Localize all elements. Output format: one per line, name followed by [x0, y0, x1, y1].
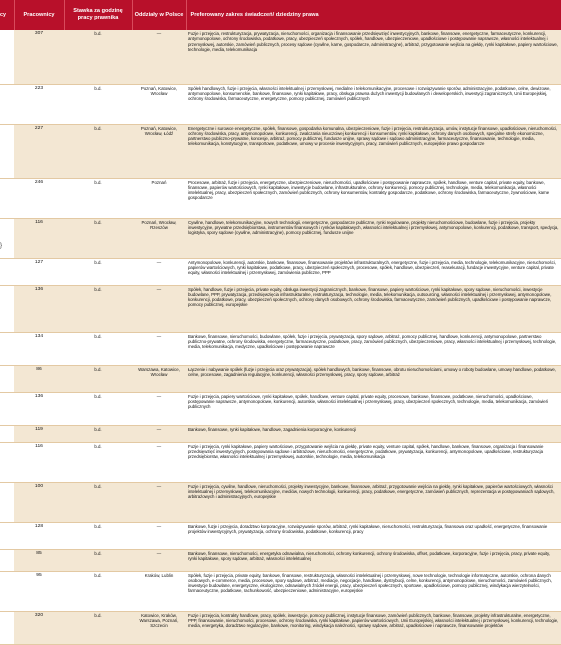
hourly-rate-cell: b.d.	[64, 84, 132, 124]
offices-cell: Kraków, Lublin	[132, 571, 186, 611]
preferences-cell: Bankowe, fuzje i przejęcia, doradztwo korporacyjne, rozwiązywanie sporów, arbitraż, rynki kapitałowe, nieruchomości, restrukturyzacja, finansowa oraz upadłość, energetyczne, finansowanie projektów inwestycyjnych, prywatyzacja, ochrony środowiska, podatkowe, konkurencji, pracy	[186, 522, 561, 549]
hourly-rate-cell: b.d.	[64, 392, 132, 425]
employees-cell: 128	[14, 522, 64, 549]
offices-cell: —	[132, 425, 186, 442]
preferences-cell: Antymonopolowe, konkurencji, autorskie, bankowe, finansowe, finansowanie projektów infrastrukturalnych, energetyczne, fuzje i przejęcia, media, technologie, telekomunikacyjne, nieruchomości, papierów wartościowych, rynki kapitałowe, podatkowe, pracy, ubezpieczeń społecznych, procesowe, spółek, handlowe, ubezpieczeń, reasekuracji, fundacje inwestycyjne, venture capital, private equity, własności intelektualnej i przemysłowej, zamówienia publiczne, PPP	[186, 258, 561, 285]
row-lead-cell	[0, 482, 14, 522]
employees-cell: 320	[14, 611, 64, 644]
table-row	[0, 392, 561, 425]
table-row	[0, 84, 561, 124]
table-row	[0, 124, 561, 178]
header-preferences: Preferowany zakres świadczeń/ dziedziny prawa	[186, 0, 561, 30]
table-row	[0, 332, 561, 365]
employees-cell: 246	[14, 178, 64, 218]
header-offices: Oddziały w Polsce	[132, 0, 186, 30]
offices-cell: Poznań	[132, 178, 186, 218]
row-lead-cell	[0, 522, 14, 549]
row-lead-cell	[0, 611, 14, 644]
employees-cell: 307	[14, 30, 64, 84]
row-lead-cell	[0, 178, 14, 218]
hourly-rate-cell: b.d.	[64, 442, 132, 482]
preferences-cell: Energetyczne i surowce energetyczne, spółek, finansowe, gospodarka komunalna, ubezpieczeniowe, fuzje i przejęcia, restrukturyzacja, umów, instytucje finansowe, upadłościowe, nieruchomości, ochrony środowiska, pracy, antymonopolowe, konkurencji, zwalczania nieuczciwej konkurencji i konsumentów, rynki kapitałowe, ochrony danych osobowych, specjalne strefy ekonomiczne, partnerstwo publiczno-prywatne, koncesje, arbitraż, pomocy publicznej, fundusze unijne, sprawy sądowe i sądowo administracyjne, farmaceutyczne, finansowanie, technologie, media, telekomunikacja, konstytucyjne, transportowe, podatkowe, umowy w procesie inwestycyjnym, pracy, zamówień publicznych, europejskie prawo gospodarcze	[186, 124, 561, 178]
offices-cell: Warszawa, Katowice, Wrocław	[132, 365, 186, 392]
offices-cell: —	[132, 522, 186, 549]
table-row	[0, 258, 561, 285]
table-row	[0, 442, 561, 482]
row-lead-cell	[0, 332, 14, 365]
table-body	[0, 30, 561, 644]
row-lead-cell	[0, 124, 14, 178]
employees-cell: 100	[14, 482, 64, 522]
table-row	[0, 178, 561, 218]
table-row	[0, 365, 561, 392]
row-lead-cell	[0, 392, 14, 425]
preferences-cell: Fuzje i przejęcia, cywilne, handlowe, nieruchomości, projekty inwestycyjne, bankowe, finansowe, arbitraż, przygotowanie wejścia na giełdę, rynki kapitałowe, papierów wartościowych, własności intelektualnej i przemysłowej, telekomunikacyjne, mediów, nowych technologii, konkurencji, pracy, podatkowe, energetyczne, zamówień publicznych, reprezentacja w postępowaniach sądowych, arbitrażowych i administracyjnych, europejskie	[186, 482, 561, 522]
preferences-cell: Bankowe, finansowe, nieruchomości, budowlane, spółek, fuzje i przejęcia, prywatyzacja, spory sądowe, arbitraż, pomocy publicznej, handlowe, konkurencji, antymonopolowe, partnerstwo publiczno-prywatne, ochrony środowiska, energetyczne, farmaceutyczne, podatkowe, pracy, zamówień publicznych, ubezpieczeniowe, pracy, własności intelektualnej i przemysłowej, technologie, media, telekomunikacja, medyczne, upadłościowe i postępowanie naprawcze	[186, 332, 561, 365]
header-lead-cell: cy	[0, 0, 14, 30]
offices-cell: Poznań, Wrocław, Rzeszów	[132, 218, 186, 258]
offices-cell: —	[132, 30, 186, 84]
row-lead-cell	[0, 549, 14, 571]
employees-cell: 227	[14, 124, 64, 178]
hourly-rate-cell: b.d.	[64, 425, 132, 442]
hourly-rate-cell: b.d.	[64, 611, 132, 644]
side-brace-mark: }	[0, 243, 3, 249]
preferences-cell: Łączenie i nabywanie spółek (fuzje i przejęcia oraz prywatyzacja), spółek handlowych, bankowe, finansowe, obrotu nieruchomościami, umowy o roboty budowlane, umowy handlowe, podatkowe, celne, procesowe, zagadnienia regulacyjne, konkurencji, własności przemysłowej, pracy, spory sądowe, arbitraż	[186, 365, 561, 392]
preferences-cell: Bankowe, finansowe, nieruchomości, energetyka odnawialna, nieruchomości, ochrony konkurencji, ochrony środowiska, offset, podatkowe, korporacyjne, fuzje i przejęcia, pracy, private equity, rynki kapitałowe, spory sądowe, arbitraż, własności intelektualnej	[186, 549, 561, 571]
preferences-cell: Bankowe, finansowe, rynki kapitałowe, handlowe, zagadnienia korporacyjne, konkurencji	[186, 425, 561, 442]
table-row	[0, 549, 561, 571]
row-lead-cell	[0, 425, 14, 442]
offices-cell: —	[132, 482, 186, 522]
offices-cell: —	[132, 442, 186, 482]
hourly-rate-cell: b.d.	[64, 30, 132, 84]
employees-cell: 116	[14, 442, 64, 482]
hourly-rate-cell: b.d.	[64, 571, 132, 611]
row-lead-cell	[0, 571, 14, 611]
table-row	[0, 30, 561, 84]
offices-cell: —	[132, 549, 186, 571]
hourly-rate-cell: b.d.	[64, 285, 132, 332]
table-row	[0, 482, 561, 522]
employees-cell: 95	[14, 571, 64, 611]
hourly-rate-cell: b.d.	[64, 258, 132, 285]
table-header	[0, 0, 561, 30]
employees-cell: 136	[14, 285, 64, 332]
offices-cell: —	[132, 285, 186, 332]
preferences-cell: Spółek, fuzje i przejęcia, private equity, bankowe, finansowe, restrukturyzacja, własności intelektualnej i przemysłowej, nowe technologie, technologie informatyczne, autorskie, ochrona danych osobowych, e-commerce, media, procesowe, spory sądowe, arbitraż, mediacje, negocjacje, handlowe, dystrybucji, celne, konkurencji, antymonopolowe, nieruchomości, zamówień publicznych, inwestycje budowlane, energetyczne, ekologiczne, odnawialnych źródeł energii, pracy, ubezpieczeń społecznych, sportowe, upadłościowe, pomocy publicznej, windykacja wierzytelności, farmaceutyczne, podatkowe, rachunkowość, ubezpieczeniowe, administracyjne, europejskie	[186, 571, 561, 611]
hourly-rate-cell: b.d.	[64, 549, 132, 571]
employees-cell: 223	[14, 84, 64, 124]
header-employees: Pracownicy	[14, 0, 64, 30]
hourly-rate-cell: b.d.	[64, 332, 132, 365]
row-lead-cell	[0, 285, 14, 332]
employees-cell: 85	[14, 549, 64, 571]
preferences-cell: Fuzje i przejęcia, rynki kapitałowe, papiery wartościowe, przygotowanie wejścia na giełdę, private equity, venture capital, spółek, handlowe, bankowe, finansowe, organizacja i finansowanie przedsięwzięć inwestycyjnych, postępowania sądowe i arbitrażowe, nieruchomości, energetyczne, podatkowe, prywatyzacja, konkurencji, antymonopolowe, upadłościowe, restrukturyzacja przedsiębiorstw, własności intelektualnej i przemysłowej, autorskie, technologie, media, telekomunikacja	[186, 442, 561, 482]
employees-cell: 86	[14, 365, 64, 392]
hourly-rate-cell: b.d.	[64, 522, 132, 549]
table-row	[0, 611, 561, 644]
table-row	[0, 218, 561, 258]
header-hourly-rate: Stawka za godzinę pracy prawnika	[64, 0, 132, 30]
hourly-rate-cell: b.d.	[64, 218, 132, 258]
preferences-cell: Fuzje i przejęcia, kontrakty handlowe, pracy, spółek, inwestycje, pomocy publicznej, instytucje finansowe, zamówień publicznych, bankowe, finansowe, projekty infrastrukturalne, energetyczne, PPP, finansowanie, nieruchomości, procesowe, ochrony środowiska, rynki kapitałowe, papierów wartościowych, Unii Europejskiej, własności intelektualnej i przemysłowej, konkurencji, technologie, media, energetyka, doradztwo regulacyjne, bankowe, monitoring, windykacja należności, sprawy sądowe, arbitraż, upadłościowe i naprawcze, finansowanie projektów	[186, 611, 561, 644]
offices-cell: —	[132, 332, 186, 365]
offices-cell: Poznań, Katowice, Wrocław	[132, 84, 186, 124]
row-lead-cell	[0, 442, 14, 482]
row-lead-cell	[0, 258, 14, 285]
table-row	[0, 571, 561, 611]
preferences-cell: Spółek, handlowe, fuzje i przejęcia, private equity, obsługa inwestycji zagranicznych, bankowe, finansowe, papiery wartościowe, rynki kapitałowe, spory sądowe, nieruchomości, inwestycje budowlane, PPP, prywatyzacja, przedsięwzięcia infrastrukturalne, restrukturyzacja, technologie, media, telekomunikacja, outsourcing, własności intelektualnej i przemysłowej, antymonopolowe, konkurencji, podatkowe, pracy, ubezpieczeń społecznych, ochrony danych osobowych, ochrony środowiska, farmaceutyczne, zamówień publicznych, upadłościowe i postępowanie naprawcze, pomocy publicznej, europejskie	[186, 285, 561, 332]
employees-cell: 119	[14, 425, 64, 442]
offices-cell: Poznań, Katowice, Wrocław, Łódź	[132, 124, 186, 178]
offices-cell: —	[132, 392, 186, 425]
table-row	[0, 425, 561, 442]
employees-cell: 134	[14, 332, 64, 365]
row-lead-cell	[0, 84, 14, 124]
hourly-rate-cell: b.d.	[64, 124, 132, 178]
offices-cell: Katowice, Kraków, Warszawa, Poznań, Szczecin	[132, 611, 186, 644]
row-lead-cell	[0, 365, 14, 392]
hourly-rate-cell: b.d.	[64, 482, 132, 522]
preferences-cell: Fuzje i przejęcia, papiery wartościowe, rynki kapitałowe, spółek, handlowe, venture capital, private equity, procesowe, bankowe, finansowe, podatkowe, nieruchomości, upadłościowe, postępowanie naprawcze, antymonopolowe, konkurencji, autorskie, własności intelektualnej i przemysłowej, pracy, ubezpieczeń społecznych, technologie, media, telekomunikacja, zamówień publicznych	[186, 392, 561, 425]
header-row	[0, 0, 561, 30]
preferences-cell: Procesowe, arbitraż, fuzje i przejęcia, energetyczne, ubezpieczeniowe, nieruchomości, upadłościowe i postępowanie naprawcze, spółek, handlowe, venture capital, private equity, bankowe, finansowe, papierów wartościowych, rynki kapitałowe, inwestycje budowlane, infrastrukturalne, ochrony konkurencji, pomocy publicznej, technologie, media, telekomunikacja, własności intelektualnej, pracy, ubezpieczeń społecznych, zamówień publicznych, ochrony konsumentów, kontrakty gospodarcze, podatkowe, ochrony środowiska, farmaceutyczne, żywnościowe, karne gospodarcze	[186, 178, 561, 218]
hourly-rate-cell: b.d.	[64, 178, 132, 218]
offices-cell: —	[132, 258, 186, 285]
table-row	[0, 522, 561, 549]
employees-cell: 127	[14, 258, 64, 285]
preferences-cell: Cywilne, handlowe, telekomunikacyjne, nowych technologii, energetyczne, gospodarcze publiczne, rynki regulowane, projekty nieruchomościowe, budowlane, fuzje i przejęcia, projekty inwestycyjne, prywatne przedsiębiorstwa, instrumentów finansowych i rynków kapitałowych, własności intelektualnej i przemysłowej, antymonopolowe, konkurencji, podatkowe, transport, spedycja, logistyka, spory sądowe (cywilne, administracyjne), pomocy publicznej, fundusze unijne	[186, 218, 561, 258]
preferences-cell: Fuzje i przejęcia, restrukturyzacja, prywatyzacja, nieruchomości, organizacja i finansowanie przedsięwzięć inwestycyjnych, bankowe, finansowe, energetyczne, farmaceutyczne, konkurencji, antymonopolowe, ochrony środowiska, podatkowe, pracy, ubezpieczeń społecznych, spółek, handlowe, ubezpieczeniowe, upadłościowe i postępowanie naprawcze, własności intelektualnej i przemysłowej, autorskie, zamówień publicznych, procesy sądowe (cywilne, karne, gospodarcze, administracyjne), arbitraż, przygotowanie wejścia na giełdę, rynki kapitałowe, papiery wartościowe, technologie, media, telekomunikacja	[186, 30, 561, 84]
employees-cell: 116	[14, 218, 64, 258]
table-row	[0, 285, 561, 332]
row-lead-cell	[0, 30, 14, 84]
preferences-cell: Spółek handlowych, fuzje i przejęcia, własności intelektualnej i przemysłowej, medialne i telekomunikacyjne, procesowe i rozwiązywanie sporów, administracyjne, podatkowe, celne, dewizowe, antymonopolowe, konsumenckie, bankowe, finansowe, rynki kapitałowe, pracy, obsługa prawna dużych inwestycji budowlanych i deweloperskich, inwestycji zagranicznych, Unii Europejskiej, ochrony środowiska, farmaceutyczne, energetyczne, pomocy publicznej, zamówień publicznych	[186, 84, 561, 124]
employees-cell: 136	[14, 392, 64, 425]
hourly-rate-cell: b.d.	[64, 365, 132, 392]
